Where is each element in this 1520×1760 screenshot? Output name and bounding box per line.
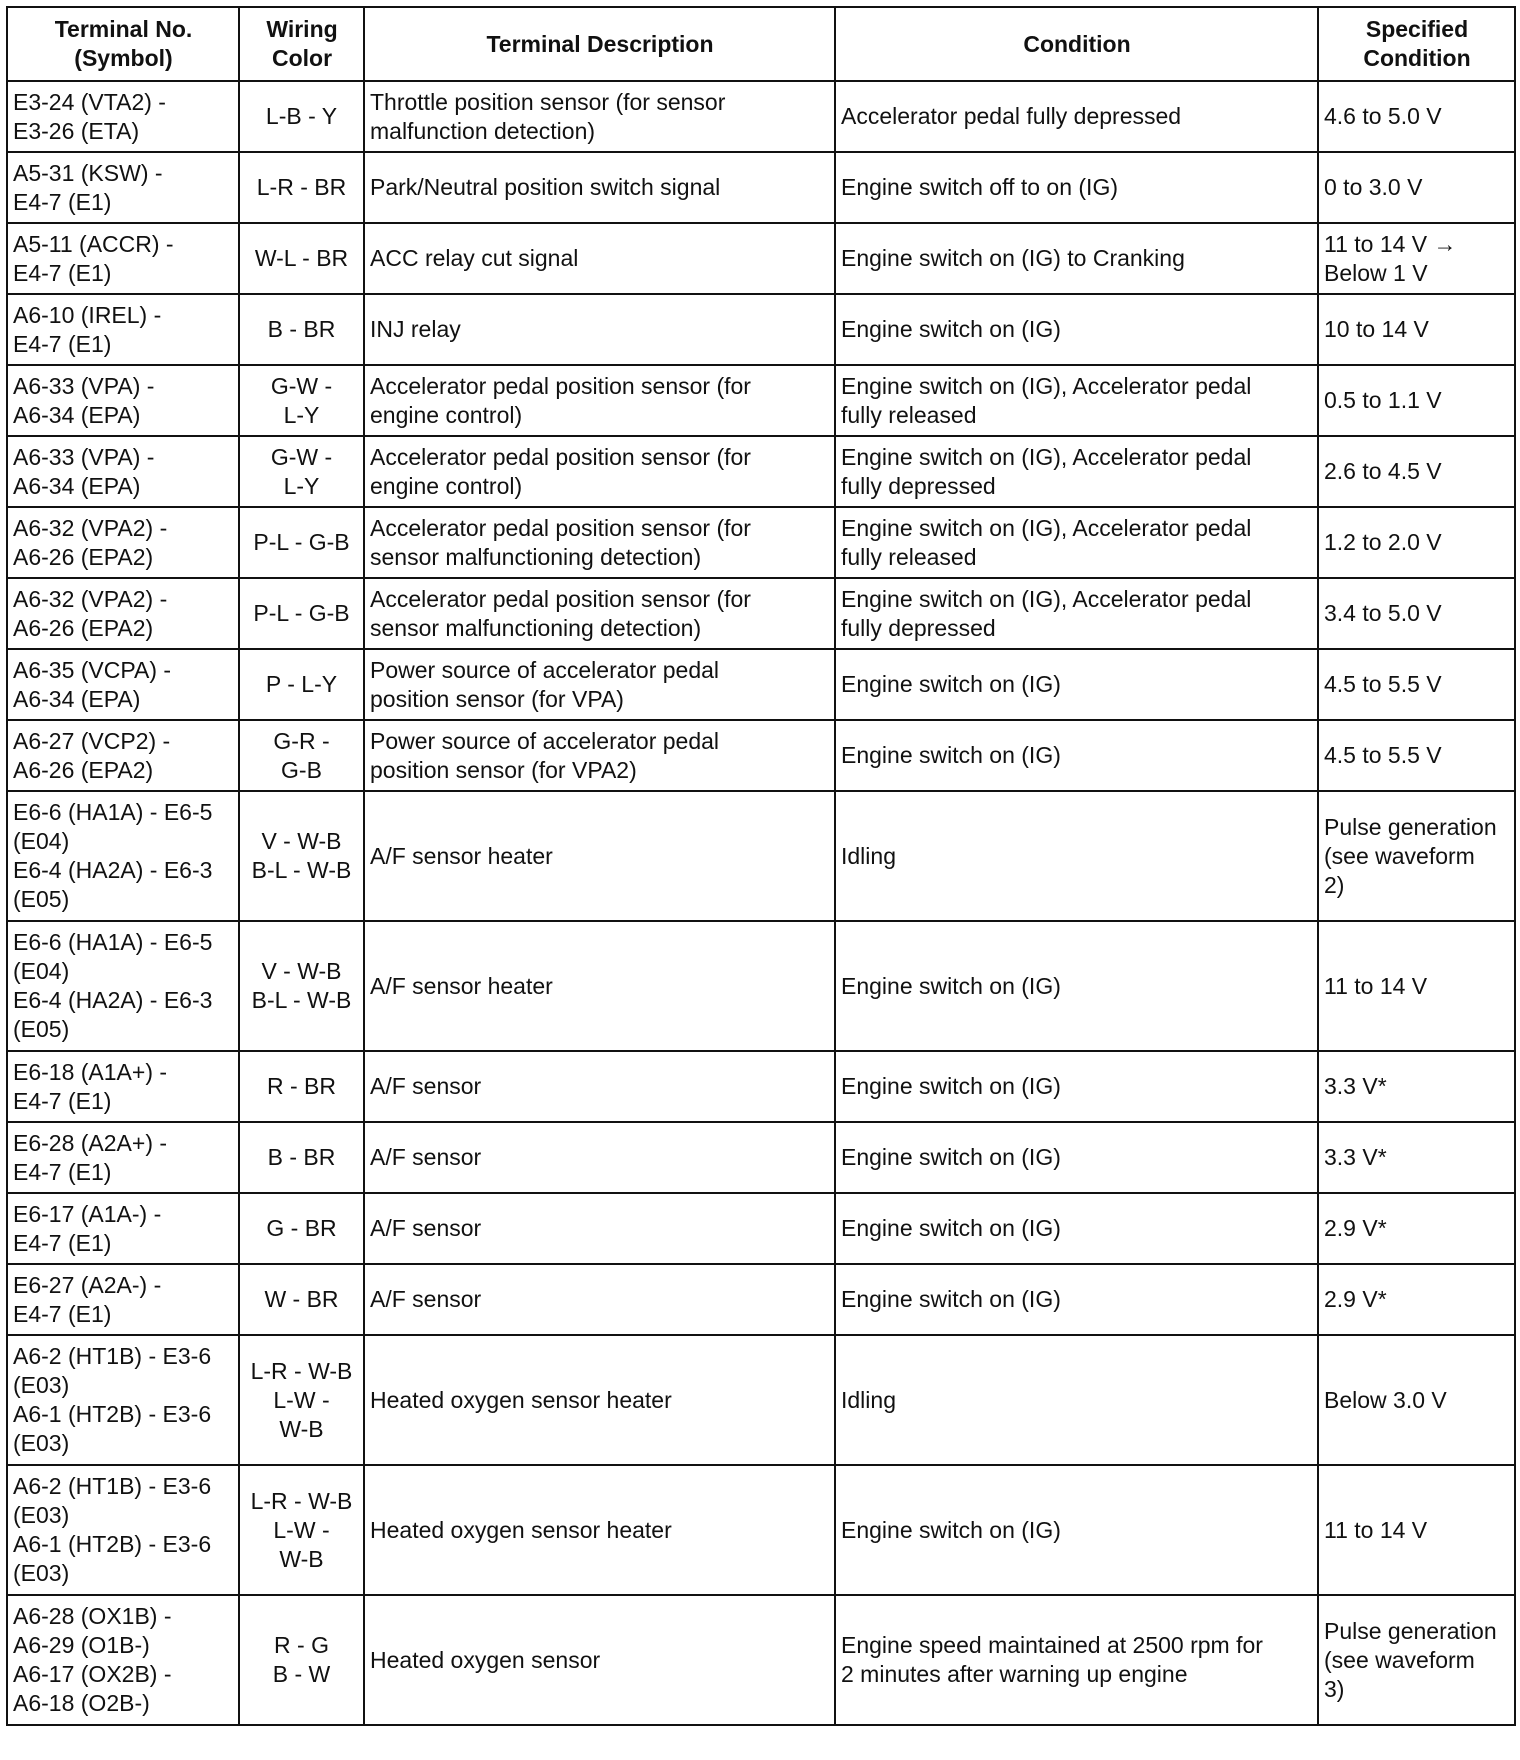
description-cell: Heated oxygen sensor heater	[364, 1335, 835, 1465]
terminal-cell: A6-27 (VCP2) - A6-26 (EPA2)	[7, 720, 239, 791]
table-row	[7, 1193, 1515, 1264]
wiring-color-cell: R - G B - W	[239, 1595, 364, 1725]
condition-cell: Engine switch on (IG) to Cranking	[835, 223, 1318, 294]
description-cell: Throttle position sensor (for sensor malfunction detection)	[364, 81, 835, 152]
wiring-color-cell: P-L - G-B	[239, 507, 364, 578]
condition-cell: Engine switch on (IG)	[835, 1193, 1318, 1264]
wiring-color-cell: W - BR	[239, 1264, 364, 1335]
terminal-cell: E6-27 (A2A-) - E4-7 (E1)	[7, 1264, 239, 1335]
terminal-cell: A6-2 (HT1B) - E3-6 (E03) A6-1 (HT2B) - E3-6 (E03)	[7, 1335, 239, 1465]
specified-cell: 1.2 to 2.0 V	[1318, 507, 1515, 578]
condition-cell: Engine switch on (IG)	[835, 1122, 1318, 1193]
wiring-color-cell: G-W - L-Y	[239, 365, 364, 436]
table-row	[7, 720, 1515, 791]
condition-cell: Engine switch on (IG), Accelerator pedal fully released	[835, 507, 1318, 578]
description-cell: Power source of accelerator pedal position sensor (for VPA2)	[364, 720, 835, 791]
header-row	[7, 7, 1515, 81]
description-cell: Power source of accelerator pedal position sensor (for VPA)	[364, 649, 835, 720]
specified-cell: 4.6 to 5.0 V	[1318, 81, 1515, 152]
wiring-color-cell: L-R - W-B L-W - W-B	[239, 1465, 364, 1595]
condition-cell: Accelerator pedal fully depressed	[835, 81, 1318, 152]
condition-cell: Engine switch on (IG), Accelerator pedal fully released	[835, 365, 1318, 436]
specified-cell: Pulse generation (see waveform 3)	[1318, 1595, 1515, 1725]
description-cell: A/F sensor	[364, 1051, 835, 1122]
wiring-color-cell: G-R - G-B	[239, 720, 364, 791]
condition-cell: Idling	[835, 791, 1318, 921]
header-wiring-color: Wiring Color	[239, 7, 364, 81]
table-row	[7, 81, 1515, 152]
specified-cell: 4.5 to 5.5 V	[1318, 649, 1515, 720]
terminal-cell: E6-18 (A1A+) - E4-7 (E1)	[7, 1051, 239, 1122]
specified-cell: Below 3.0 V	[1318, 1335, 1515, 1465]
table-row	[7, 436, 1515, 507]
condition-cell: Idling	[835, 1335, 1318, 1465]
table-row	[7, 507, 1515, 578]
table-row	[7, 578, 1515, 649]
specified-cell: 3.4 to 5.0 V	[1318, 578, 1515, 649]
description-cell: A/F sensor	[364, 1122, 835, 1193]
header-description: Terminal Description	[364, 7, 835, 81]
table-row	[7, 1465, 1515, 1595]
table-row	[7, 152, 1515, 223]
terminal-cell: E3-24 (VTA2) - E3-26 (ETA)	[7, 81, 239, 152]
condition-cell: Engine switch on (IG)	[835, 1264, 1318, 1335]
table-row	[7, 1264, 1515, 1335]
description-cell: Heated oxygen sensor	[364, 1595, 835, 1725]
description-cell: INJ relay	[364, 294, 835, 365]
condition-cell: Engine switch on (IG)	[835, 1465, 1318, 1595]
terminal-cell: A6-33 (VPA) - A6-34 (EPA)	[7, 365, 239, 436]
wiring-color-cell: V - W-B B-L - W-B	[239, 921, 364, 1051]
description-cell: A/F sensor heater	[364, 791, 835, 921]
condition-cell: Engine switch on (IG)	[835, 720, 1318, 791]
table-row	[7, 1122, 1515, 1193]
terminal-cell: A6-33 (VPA) - A6-34 (EPA)	[7, 436, 239, 507]
specified-cell: 11 to 14 V → Below 1 V	[1318, 223, 1515, 294]
terminal-cell: A5-31 (KSW) - E4-7 (E1)	[7, 152, 239, 223]
specified-cell: 11 to 14 V	[1318, 921, 1515, 1051]
description-cell: A/F sensor	[364, 1193, 835, 1264]
header-condition: Condition	[835, 7, 1318, 81]
table-row	[7, 223, 1515, 294]
wiring-color-cell: B - BR	[239, 1122, 364, 1193]
terminal-cell: E6-6 (HA1A) - E6-5 (E04) E6-4 (HA2A) - E6-3 (E05)	[7, 921, 239, 1051]
terminal-cell: E6-17 (A1A-) - E4-7 (E1)	[7, 1193, 239, 1264]
description-cell: Heated oxygen sensor heater	[364, 1465, 835, 1595]
condition-cell: Engine switch on (IG), Accelerator pedal fully depressed	[835, 436, 1318, 507]
wiring-color-cell: L-B - Y	[239, 81, 364, 152]
header-terminal: Terminal No. (Symbol)	[7, 7, 239, 81]
specified-cell: 2.9 V*	[1318, 1264, 1515, 1335]
description-cell: ACC relay cut signal	[364, 223, 835, 294]
header-specified: Specified Condition	[1318, 7, 1515, 81]
specified-cell: 2.9 V*	[1318, 1193, 1515, 1264]
wiring-color-cell: R - BR	[239, 1051, 364, 1122]
description-cell: A/F sensor heater	[364, 921, 835, 1051]
specified-cell: 10 to 14 V	[1318, 294, 1515, 365]
terminal-cell: E6-6 (HA1A) - E6-5 (E04) E6-4 (HA2A) - E6-3 (E05)	[7, 791, 239, 921]
wiring-color-cell: G-W - L-Y	[239, 436, 364, 507]
table-row	[7, 365, 1515, 436]
condition-cell: Engine switch on (IG), Accelerator pedal fully depressed	[835, 578, 1318, 649]
table-row	[7, 1595, 1515, 1725]
description-cell: Accelerator pedal position sensor (for engine control)	[364, 365, 835, 436]
wiring-color-cell: G - BR	[239, 1193, 364, 1264]
table-row	[7, 649, 1515, 720]
terminal-cell: E6-28 (A2A+) - E4-7 (E1)	[7, 1122, 239, 1193]
terminal-cell: A6-35 (VCPA) - A6-34 (EPA)	[7, 649, 239, 720]
description-cell: Accelerator pedal position sensor (for engine control)	[364, 436, 835, 507]
description-cell: Park/Neutral position switch signal	[364, 152, 835, 223]
condition-cell: Engine switch on (IG)	[835, 1051, 1318, 1122]
terminal-cell: A6-28 (OX1B) - A6-29 (O1B-) A6-17 (OX2B) - A6-18 (O2B-)	[7, 1595, 239, 1725]
description-cell: Accelerator pedal position sensor (for sensor malfunctioning detection)	[364, 578, 835, 649]
condition-cell: Engine switch off to on (IG)	[835, 152, 1318, 223]
description-cell: A/F sensor	[364, 1264, 835, 1335]
condition-cell: Engine switch on (IG)	[835, 649, 1318, 720]
wiring-color-cell: P-L - G-B	[239, 578, 364, 649]
condition-cell: Engine switch on (IG)	[835, 921, 1318, 1051]
table-row	[7, 294, 1515, 365]
specified-cell: Pulse generation (see waveform 2)	[1318, 791, 1515, 921]
terminal-cell: A5-11 (ACCR) - E4-7 (E1)	[7, 223, 239, 294]
specified-cell: 4.5 to 5.5 V	[1318, 720, 1515, 791]
wiring-color-cell: P - L-Y	[239, 649, 364, 720]
table-row	[7, 791, 1515, 921]
terminal-cell: A6-32 (VPA2) - A6-26 (EPA2)	[7, 578, 239, 649]
table-row	[7, 1335, 1515, 1465]
terminal-table	[6, 6, 1516, 1726]
terminal-cell: A6-32 (VPA2) - A6-26 (EPA2)	[7, 507, 239, 578]
description-cell: Accelerator pedal position sensor (for sensor malfunctioning detection)	[364, 507, 835, 578]
terminal-cell: A6-2 (HT1B) - E3-6 (E03) A6-1 (HT2B) - E3-6 (E03)	[7, 1465, 239, 1595]
table-row	[7, 1051, 1515, 1122]
specified-cell: 2.6 to 4.5 V	[1318, 436, 1515, 507]
specified-cell: 11 to 14 V	[1318, 1465, 1515, 1595]
condition-cell: Engine speed maintained at 2500 rpm for 2 minutes after warning up engine	[835, 1595, 1318, 1725]
wiring-color-cell: V - W-B B-L - W-B	[239, 791, 364, 921]
terminal-cell: A6-10 (IREL) - E4-7 (E1)	[7, 294, 239, 365]
specified-cell: 3.3 V*	[1318, 1122, 1515, 1193]
specified-cell: 0.5 to 1.1 V	[1318, 365, 1515, 436]
wiring-color-cell: L-R - BR	[239, 152, 364, 223]
wiring-color-cell: W-L - BR	[239, 223, 364, 294]
condition-cell: Engine switch on (IG)	[835, 294, 1318, 365]
wiring-color-cell: L-R - W-B L-W - W-B	[239, 1335, 364, 1465]
wiring-color-cell: B - BR	[239, 294, 364, 365]
specified-cell: 0 to 3.0 V	[1318, 152, 1515, 223]
table-row	[7, 921, 1515, 1051]
specified-cell: 3.3 V*	[1318, 1051, 1515, 1122]
